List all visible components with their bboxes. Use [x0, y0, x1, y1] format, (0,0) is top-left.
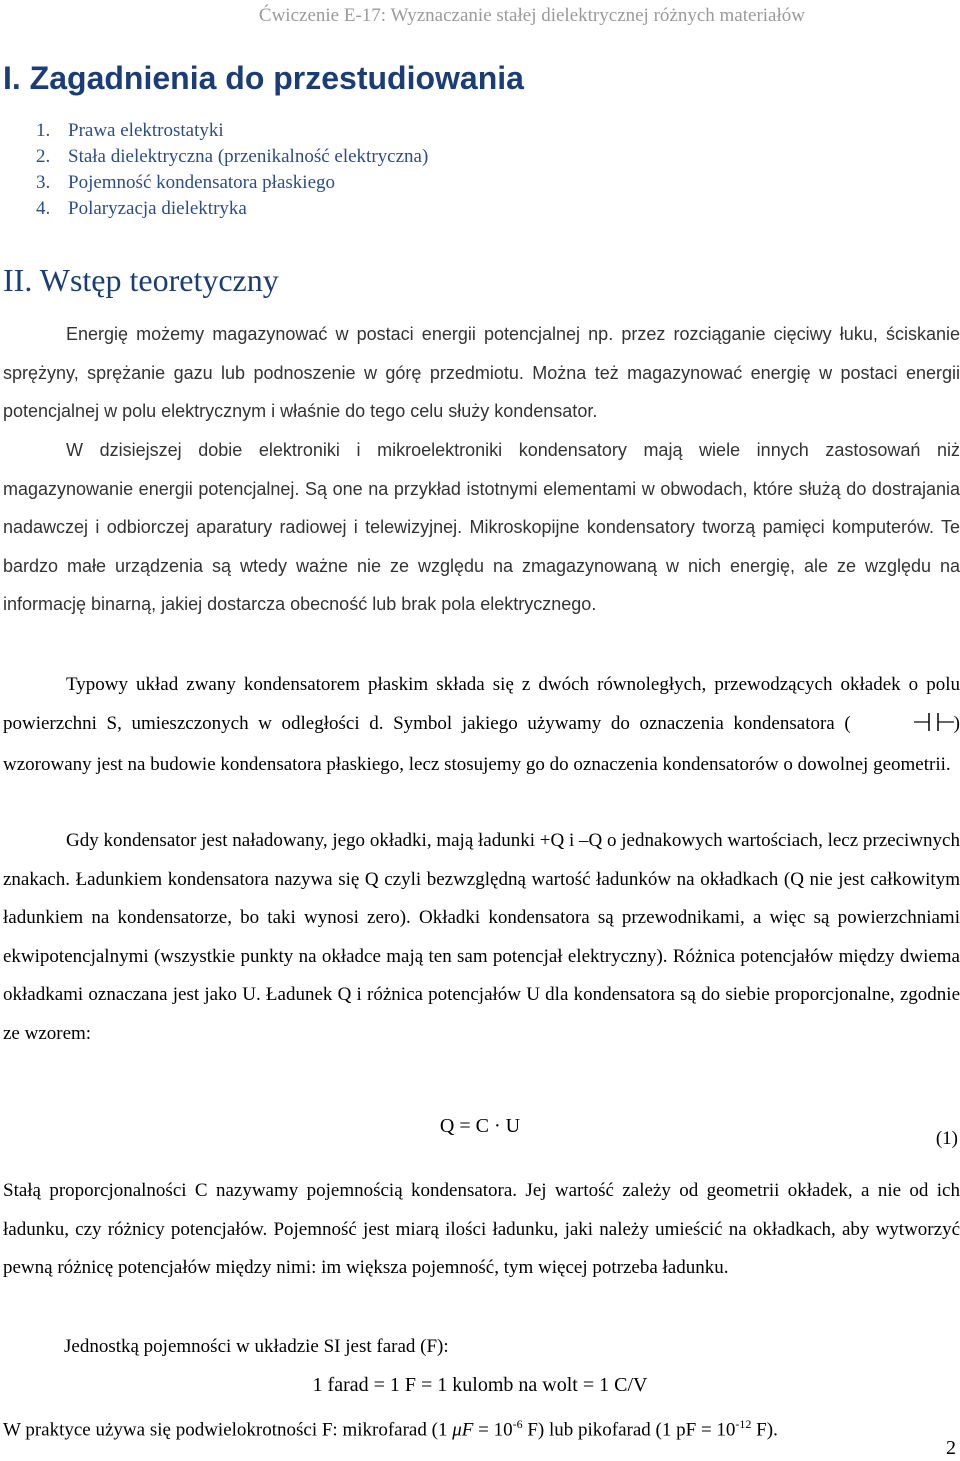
section-2-title: II. Wstęp teoretyczny	[3, 262, 279, 298]
list-item: 4. Polaryzacja dielektryka	[36, 198, 247, 219]
paragraph-plate-capacitor: Typowy układ zwany kondensatorem płaskim składa się z dwóch równoległych, przewodzących okładek o polu powierzchni S, umieszczonych w odległości d. Symbol jakiego używamy do oznaczenia kondensatora ( ) wzorowany jest na budowie kondensatora płaskiego, lecz stosujemy go do oznaczenia kondensatorów o dowolnej geometrii.	[3, 674, 960, 776]
paragraph-capacitance: Stałą proporcjonalności C nazywamy pojemnością kondensatora. Jej wartość zależy od geometrii okładek, a nie od ich ładunku, czy różnicy potencjałów. Pojemność jest miarą ilości ładunku, jaki należy umieścić na okładkach, aby wytworzyć pewną różnicę potencjałów między nimi: im większa pojemność, tym więcej potrzeba ładunku.	[3, 1180, 960, 1279]
paragraph-si-unit: Jednostką pojemności w układzie SI jest farad (F):	[64, 1336, 449, 1357]
paragraph-intro: Energię możemy magazynować w postaci energii potencjalnej np. przez rozciąganie cięciwy łuku, ściskanie sprężyny, sprężanie gazu lub podnoszenie w górę przedmiotu. Można też magazynować energię w postaci energii potencjalnej w polu elektrycznym i właśnie do tego celu służy kondensator.	[3, 324, 960, 422]
page-number: 2	[946, 1437, 956, 1459]
section-1-title: I. Zagadnienia do przestudiowania	[3, 60, 524, 96]
list-item: 3. Pojemność kondensatora płaskiego	[36, 172, 336, 193]
equation-number: (1)	[935, 1128, 958, 1149]
paragraph-charge: Gdy kondensator jest naładowany, jego okładki, mają ładunki +Q i –Q o jednakowych wartościach, lecz przeciwnych znakach. Ładunkiem kondensatora nazywa się Q czyli bezwzględną wartość ładunków na okładkach (Q nie jest całkowitym ładunkiem na kondensatorze, bo taki wynosi zero). Okładki kondensatora są przewodnikami, a więc są powierzchniami ekwipotencjalnymi (wszystkie punkty na okładce mają ten sam potencjał elektryczny). Różnica potencjałów między dwiema okładkami oznaczana jest jako U. Ładunek Q i różnica potencjałów U dla kondensatora są do siebie proporcjonalne, zgodnie ze wzorem:	[3, 830, 960, 1044]
topics-list	[36, 118, 428, 222]
page-header: Ćwiczenie E-17: Wyznaczanie stałej dielektrycznej różnych materiałów	[258, 5, 805, 26]
unit-definition: 1 farad = 1 F = 1 kulomb na wolt = 1 C/V	[312, 1374, 648, 1396]
paragraph-applications: W dzisiejszej dobie elektroniki i mikroelektroniki kondensatory mają wiele innych zastosowań niż magazynowanie energii potencjalnej. Są one na przykład istotnymi elementami w obwodach, które służą do dostrajania nadawczej i odbiorczej aparatury radiowej i telewizyjnej. Mikroskopijne kondensatory tworzą pamięci komputerów. Te bardzo małe urządzenia są wtedy ważne nie ze względu na zmagazynowaną w nich energię, ale ze względu na informację binarną, jakiej dostarcza obecność lub brak pola elektrycznego.	[3, 440, 960, 615]
paragraph-submultiples: W praktyce używa się podwielokrotności F: mikrofarad (1 $\mu F = 10^{-6}$ F) lub pikofarad (1 pF = $10^{-12}$ F).	[3, 1417, 778, 1441]
equation-1: Q = C · U	[439, 1115, 521, 1137]
capacitor-symbol-icon	[851, 708, 954, 747]
list-item: 2. Stała dielektryczna (przenikalność elektryczna)	[36, 146, 429, 167]
list-item: 1. Prawa elektrostatyki	[36, 120, 224, 141]
